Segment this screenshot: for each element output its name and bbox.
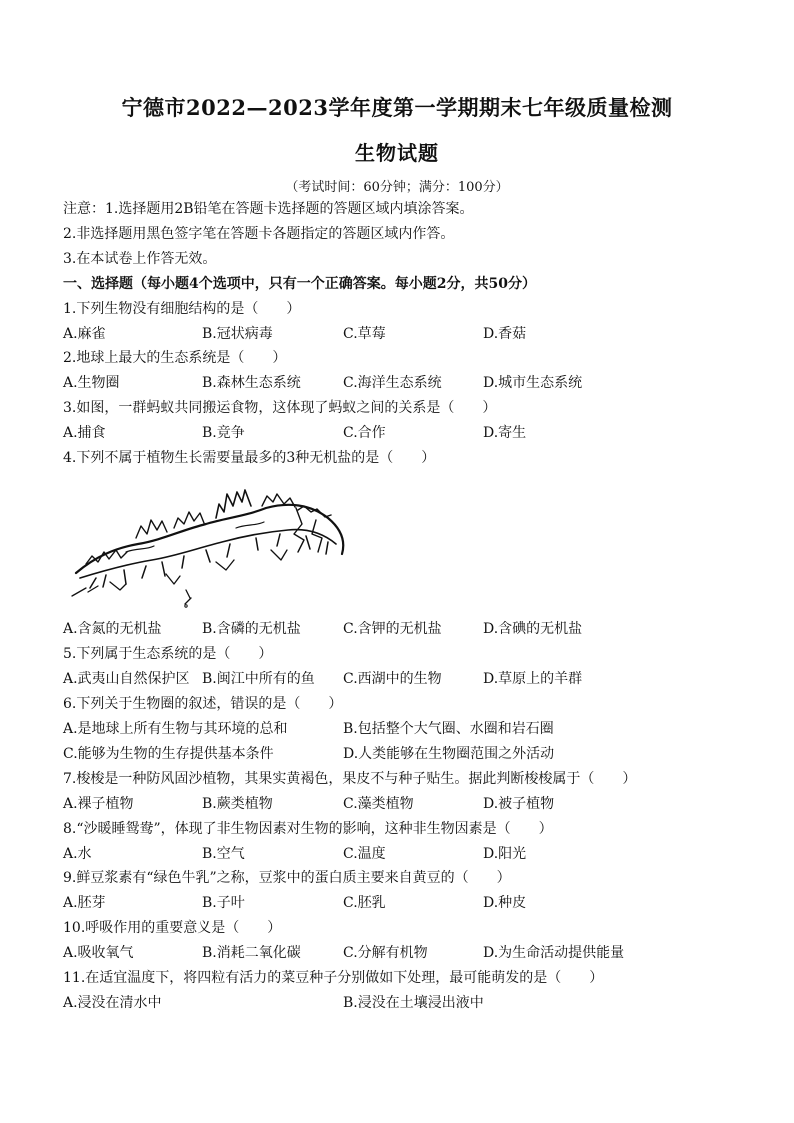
question-5-option-c: C.西湖中的生物 (343, 671, 442, 687)
question-5-stem: 5.下列属于生态系统的是（ ） (63, 646, 273, 662)
question-6-option-b: B.包括整个大气圈、水圈和岩石圈 (343, 721, 554, 737)
question-11-option-a: A.浸没在清水中 (63, 995, 162, 1011)
question-2-stem: 2.地球上最大的生态系统是（ ） (63, 350, 287, 366)
question-1-option-a: A.麻雀 (63, 326, 106, 342)
question-2-option-c: C.海洋生态系统 (343, 375, 442, 391)
question-7-option-c: C.藻类植物 (343, 796, 414, 812)
note-2: 2.非选择题用黑色签字笔在答题卡各题指定的答题区域内作答。 (63, 226, 455, 242)
question-7-option-d: D.被子植物 (483, 796, 555, 812)
question-6-stem: 6.下列关于生物圈的叙述，错误的是（ ） (63, 696, 343, 712)
question-7-stem: 7.梭梭是一种防风固沙植物，其果实黄褐色，果皮不与种子贴生。据此判断梭梭属于（ ） (63, 771, 637, 787)
question-9-option-a: A.胚芽 (63, 895, 106, 911)
question-9-option-b: B.子叶 (202, 895, 245, 911)
question-4-option-c: C.含钾的无机盐 (343, 621, 442, 637)
question-6-option-a: A.是地球上所有生物与其环境的总和 (63, 721, 288, 737)
question-3-option-c: C.合作 (343, 425, 386, 441)
question-7-option-b: B.蕨类植物 (202, 796, 273, 812)
question-4-stem: 4.下列不属于植物生长需要量最多的3种无机盐的是（ ） (63, 450, 436, 466)
question-11-option-b: B.浸没在土壤浸出液中 (343, 995, 484, 1011)
question-10-option-d: D.为生命活动提供能量 (483, 945, 625, 961)
exam-subtitle: 生物试题 (355, 141, 439, 165)
question-5-option-d: D.草原上的羊群 (483, 671, 583, 687)
note-1: 注意：1.选择题用2B铅笔在答题卡选择题的答题区域内填涂答案。 (63, 201, 474, 217)
question-9-option-d: D.种皮 (483, 895, 527, 911)
question-3-option-a: A.捕食 (63, 425, 106, 441)
question-6-option-c: C.能够为生物的生存提供基本条件 (63, 746, 274, 762)
question-2-option-a: A.生物圈 (63, 375, 120, 391)
question-2-option-d: D.城市生态系统 (483, 375, 583, 391)
question-3-stem: 3.如图，一群蚂蚁共同搬运食物，这体现了蚂蚁之间的关系是（ ） (63, 400, 497, 416)
question-3-option-b: B.竞争 (202, 425, 245, 441)
section-title: 一、选择题（每小题4个选项中，只有一个正确答案。每小题2分，共50分） (63, 276, 536, 292)
question-10-option-a: A.吸收氧气 (63, 945, 134, 961)
exam-info: （考试时间：60分钟；满分：100分） (285, 180, 509, 195)
question-11-stem: 11.在适宜温度下，将四粒有活力的菜豆种子分别做如下处理，最可能萌发的是（ ） (63, 970, 604, 986)
question-2-option-b: B.森林生态系统 (202, 375, 301, 391)
question-1-option-c: C.草莓 (343, 326, 386, 342)
ants-carrying-food-figure (66, 478, 356, 608)
note-3: 3.在本试卷上作答无效。 (63, 251, 217, 267)
question-9-option-c: C.胚乳 (343, 895, 386, 911)
question-8-option-c: C.温度 (343, 846, 386, 862)
question-7-option-a: A.裸子植物 (63, 796, 134, 812)
question-8-option-a: A.水 (63, 846, 92, 862)
question-4-option-a: A.含氮的无机盐 (63, 621, 162, 637)
question-6-option-d: D.人类能够在生物圈范围之外活动 (343, 746, 555, 762)
question-1-stem: 1.下列生物没有细胞结构的是（ ） (63, 301, 301, 317)
question-3-option-d: D.寄生 (483, 425, 527, 441)
question-10-option-b: B.消耗二氧化碳 (202, 945, 301, 961)
question-1-option-b: B.冠状病毒 (202, 326, 273, 342)
question-10-stem: 10.呼吸作用的重要意义是（ ） (63, 920, 282, 936)
question-10-option-c: C.分解有机物 (343, 945, 428, 961)
question-5-option-b: B.闽江中所有的鱼 (202, 671, 315, 687)
question-8-option-b: B.空气 (202, 846, 245, 862)
exam-title: 宁德市2022—2023学年度第一学期期末七年级质量检测 (121, 95, 673, 120)
question-4-option-d: D.含碘的无机盐 (483, 621, 583, 637)
question-4-option-b: B.含磷的无机盐 (202, 621, 301, 637)
question-9-stem: 9.鲜豆浆素有“绿色牛乳”之称，豆浆中的蛋白质主要来自黄豆的（ ） (63, 870, 511, 886)
question-5-option-a: A.武夷山自然保护区 (63, 671, 190, 687)
question-1-option-d: D.香菇 (483, 326, 527, 342)
question-8-stem: 8.“沙暖睡鸳鸯”，体现了非生物因素对生物的影响，这种非生物因素是（ ） (63, 821, 553, 837)
question-8-option-d: D.阳光 (483, 846, 527, 862)
